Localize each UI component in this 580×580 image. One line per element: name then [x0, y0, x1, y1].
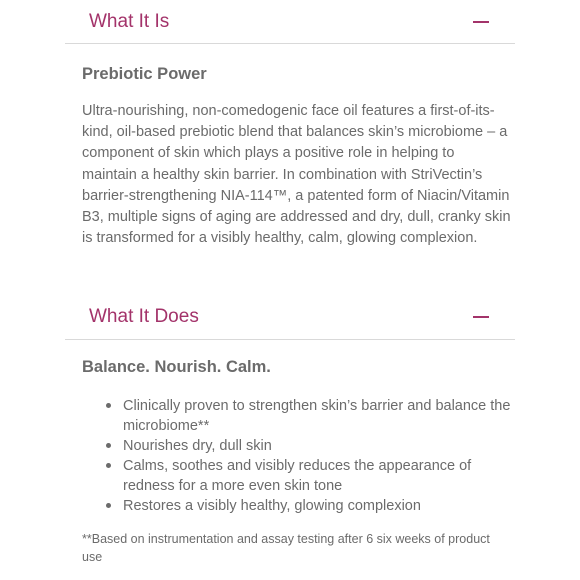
list-item: Clinically proven to strengthen skin’s barrier and balance the microbiome** [82, 396, 512, 436]
what-it-does-header[interactable] [65, 296, 515, 340]
list-item: Nourishes dry, dull skin [82, 436, 512, 456]
benefits-list [82, 396, 512, 516]
what-it-is-heading: Prebiotic Power [82, 65, 207, 83]
footnote: **Based on instrumentation and assay testing after 6 six weeks of product use [82, 532, 490, 564]
what-it-is-title: What It Is [89, 11, 170, 32]
minus-icon[interactable] [473, 316, 489, 318]
list-item: Calms, soothes and visibly reduces the appearance of redness for a more even skin tone [82, 456, 512, 496]
minus-icon[interactable] [473, 21, 489, 23]
list-item: Restores a visibly healthy, glowing complexion [82, 496, 512, 516]
what-it-does-heading: Balance. Nourish. Calm. [82, 358, 271, 376]
what-it-does-title: What It Does [89, 306, 199, 327]
what-it-is-description: Ultra-nourishing, non-comedogenic face oil features a first-of-its-kind, oil-based prebiotic blend that balances skin’s microbiome – a component of skin which plays a positive role in helping to maintain a healthy skin barrier. In combination with StriVectin’s barrier-strengthening NIA-114™, a patented form of Niacin/Vitamin B3, multiple signs of aging are addressed and dry, dull, cranky skin is transformed for a visibly healthy, calm, glowing complexion. [82, 103, 511, 247]
what-it-is-header[interactable] [65, 0, 515, 44]
